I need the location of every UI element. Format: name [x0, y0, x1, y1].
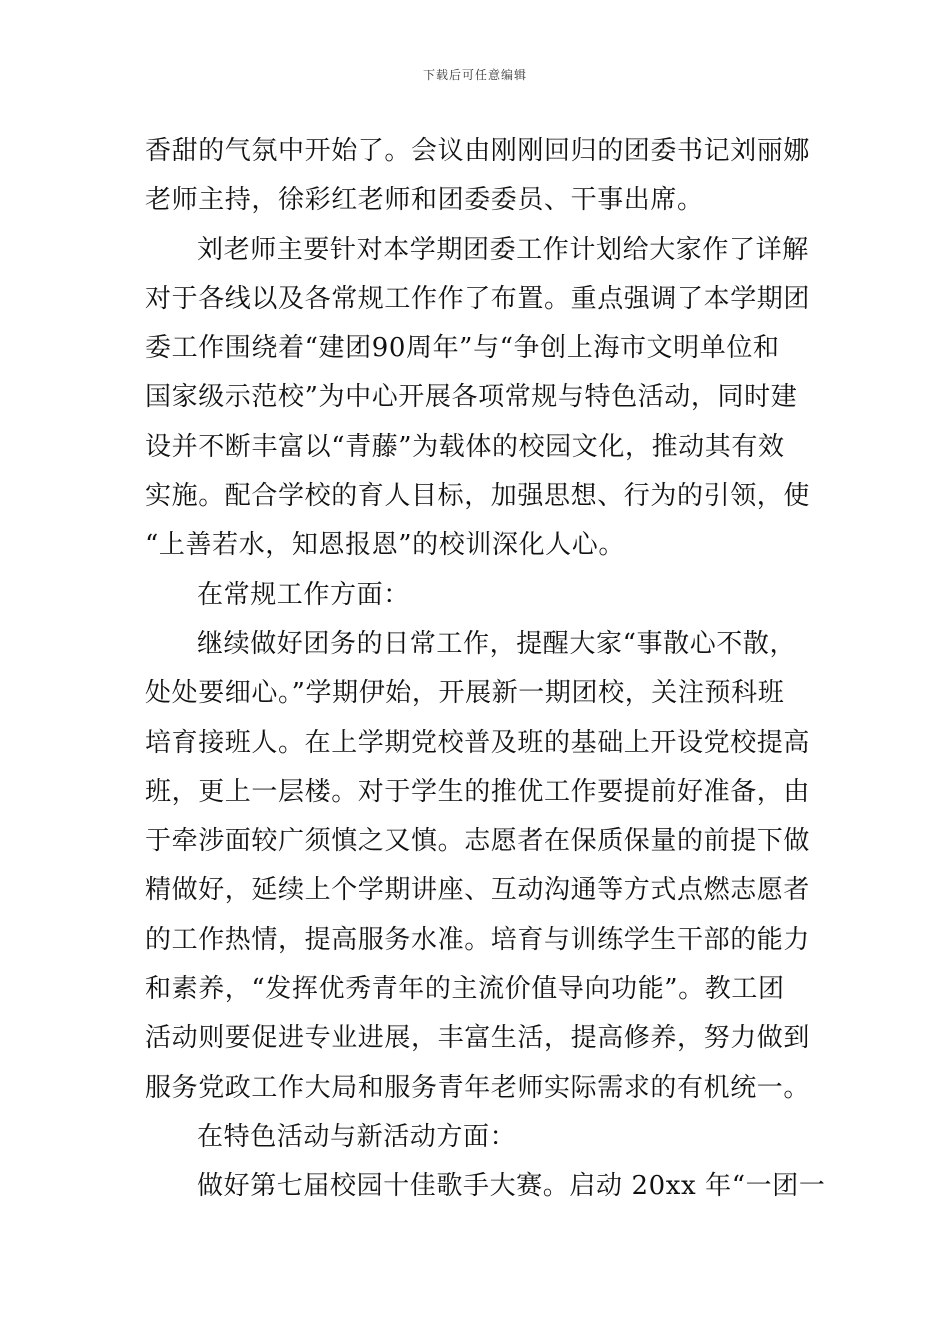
text-line: 老师主持，徐彩红老师和团委委员、干事出席。 — [145, 185, 704, 216]
text-line: 委工作围绕着“建团90周年”与“争创上海市文明单位和 — [145, 333, 780, 364]
text-line: “上善若水，知恩报恩”的校训深化人心。 — [145, 530, 625, 561]
document-body — [145, 127, 826, 1212]
text-line: 精做好，延续上个学期讲座、互动沟通等方式点燃志愿者 — [145, 875, 811, 906]
text-line: 对于各线以及各常规工作作了布置。重点强调了本学期团 — [145, 283, 811, 314]
text-line: 服务党政工作大局和服务青年老师实际需求的有机统一。 — [145, 1072, 811, 1103]
text-line: 香甜的气氛中开始了。会议由刚刚回归的团委书记刘丽娜 — [145, 136, 811, 166]
text-line: 实施。配合学校的育人目标，加强思想、行为的引领，使 — [145, 481, 811, 512]
text-line: 国家级示范校”为中心开展各项常规与特色活动，同时建 — [145, 382, 798, 413]
paragraph-start-line: 继续做好团务的日常工作，提醒大家“事散心不散， — [197, 628, 797, 659]
text-line: 活动则要促进专业进展，丰富生活，提高修养，努力做到 — [145, 1023, 811, 1054]
text-line: 的工作热情，提高服务水准。培育与训练学生干部的能力 — [145, 924, 811, 955]
text-line: 处处要细心。”学期伊始，开展新一期团校，关注预科班 — [145, 678, 785, 709]
paragraph-start-line: 刘老师主要针对本学期团委工作计划给大家作了详解 — [197, 234, 809, 265]
paragraph-start-line: 做好第七届校园十佳歌手大赛。启动 20xx 年“一团一 — [197, 1171, 826, 1202]
text-line: 设并不断丰富以“青藤”为载体的校园文化，推动其有效 — [145, 431, 785, 462]
section-heading-line: 在特色活动与新活动方面： — [197, 1121, 517, 1152]
text-line: 培育接班人。在上学期党校普及班的基础上开设党校提高 — [145, 727, 811, 758]
section-heading-line: 在常规工作方面： — [197, 579, 410, 610]
text-line: 和素养，“发挥优秀青年的主流价值导向功能”。教工团 — [145, 974, 785, 1005]
text-line: 班，更上一层楼。对于学生的推优工作要提前好准备，由 — [145, 776, 811, 807]
page-header: 下载后可任意编辑 — [422, 68, 527, 82]
text-line: 于牵涉面较广须慎之又慎。志愿者在保质保量的前提下做 — [145, 826, 811, 857]
